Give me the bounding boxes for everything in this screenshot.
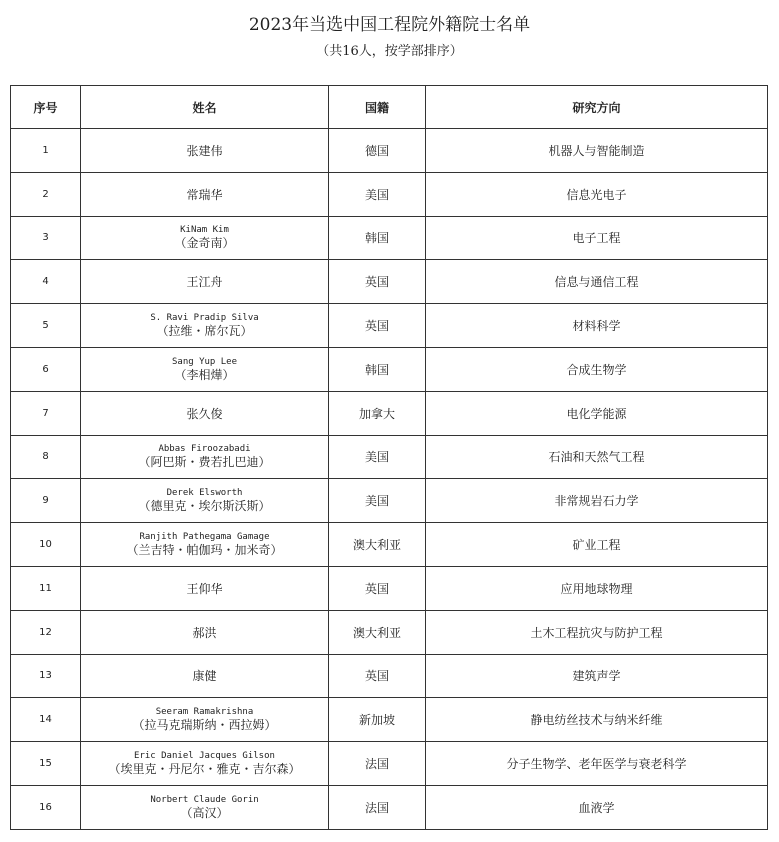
row-number: 12 xyxy=(11,610,81,654)
name-chinese: 康健 xyxy=(192,669,217,684)
row-nationality: 法国 xyxy=(329,742,426,786)
page-subtitle: （共16人，按学部排序） xyxy=(316,44,463,59)
table-row xyxy=(11,479,768,523)
name-english: Abbas Firoozabadi xyxy=(158,444,251,455)
row-number: 10 xyxy=(11,523,81,567)
table-row xyxy=(11,435,768,479)
row-nationality: 德国 xyxy=(329,129,426,173)
table-row xyxy=(11,698,768,742)
row-research-field: 电子工程 xyxy=(426,216,768,260)
table-row xyxy=(11,523,768,567)
row-number: 4 xyxy=(11,260,81,304)
name-english: KiNam Kim xyxy=(180,225,229,236)
table-row xyxy=(11,654,768,698)
name-english: Ranjith Pathegama Gamage xyxy=(139,532,270,543)
name-chinese: （德里克・埃尔斯沃斯） xyxy=(138,499,271,514)
name-chinese: 张建伟 xyxy=(186,143,223,158)
row-nationality: 美国 xyxy=(329,435,426,479)
row-nationality: 英国 xyxy=(329,304,426,348)
table-row xyxy=(11,129,768,173)
header-number: 序号 xyxy=(11,86,81,129)
row-name xyxy=(81,610,329,654)
name-english: Seeram Ramakrishna xyxy=(155,707,254,718)
row-nationality: 法国 xyxy=(329,785,426,829)
name-chinese: 郝洪 xyxy=(192,625,217,640)
row-name xyxy=(81,742,329,786)
name-chinese: 王江舟 xyxy=(186,275,223,290)
row-nationality: 韩国 xyxy=(329,216,426,260)
row-nationality: 韩国 xyxy=(329,347,426,391)
row-name xyxy=(81,566,329,610)
row-nationality: 美国 xyxy=(329,172,426,216)
table-row xyxy=(11,347,768,391)
row-name xyxy=(81,260,329,304)
row-name xyxy=(81,435,329,479)
table-row xyxy=(11,391,768,435)
row-research-field: 血液学 xyxy=(426,785,768,829)
table-row xyxy=(11,566,768,610)
row-name xyxy=(81,129,329,173)
row-number: 11 xyxy=(11,566,81,610)
name-chinese: （兰吉特・帕伽玛・加米奇） xyxy=(126,543,283,558)
row-research-field: 信息与通信工程 xyxy=(426,260,768,304)
name-english: Eric Daniel Jacques Gilson xyxy=(134,751,275,762)
row-nationality: 美国 xyxy=(329,479,426,523)
row-research-field: 建筑声学 xyxy=(426,654,768,698)
table-row xyxy=(11,785,768,829)
page-title: 2023年当选中国工程院外籍院士名单 xyxy=(248,15,531,35)
name-english: S. Ravi Pradip Silva xyxy=(150,313,259,324)
row-research-field: 应用地球物理 xyxy=(426,566,768,610)
row-nationality: 英国 xyxy=(329,566,426,610)
row-nationality: 英国 xyxy=(329,654,426,698)
header-name: 姓名 xyxy=(81,86,329,129)
header-nationality: 国籍 xyxy=(329,86,426,129)
table-row xyxy=(11,610,768,654)
row-research-field: 材料科学 xyxy=(426,304,768,348)
table-body xyxy=(11,129,768,830)
table-row xyxy=(11,216,768,260)
row-number: 16 xyxy=(11,785,81,829)
row-name xyxy=(81,304,329,348)
table-row xyxy=(11,260,768,304)
row-number: 14 xyxy=(11,698,81,742)
row-nationality: 加拿大 xyxy=(329,391,426,435)
row-name xyxy=(81,698,329,742)
name-chinese: 张久俊 xyxy=(186,406,223,421)
name-chinese: （拉维・席尔瓦） xyxy=(156,324,253,339)
row-number: 5 xyxy=(11,304,81,348)
table-row xyxy=(11,172,768,216)
row-research-field: 石油和天然气工程 xyxy=(426,435,768,479)
row-research-field: 分子生物学、老年医学与衰老科学 xyxy=(426,742,768,786)
name-english: Norbert Claude Gorin xyxy=(150,794,259,805)
row-research-field: 电化学能源 xyxy=(426,391,768,435)
row-name xyxy=(81,523,329,567)
table-row xyxy=(11,304,768,348)
name-chinese: （拉马克瑞斯纳・西拉姆） xyxy=(132,718,277,733)
table-row xyxy=(11,742,768,786)
row-name xyxy=(81,785,329,829)
name-chinese: （埃里克・丹尼尔・雅克・吉尔森） xyxy=(108,762,301,777)
row-name xyxy=(81,347,329,391)
row-number: 15 xyxy=(11,742,81,786)
row-number: 6 xyxy=(11,347,81,391)
name-chinese: 王仰华 xyxy=(186,581,223,596)
row-research-field: 非常规岩石力学 xyxy=(426,479,768,523)
row-number: 13 xyxy=(11,654,81,698)
name-english: Derek Elsworth xyxy=(166,488,243,499)
row-nationality: 澳大利亚 xyxy=(329,523,426,567)
name-chinese: （李相燁） xyxy=(174,367,235,382)
row-number: 2 xyxy=(11,172,81,216)
row-nationality: 澳大利亚 xyxy=(329,610,426,654)
row-name xyxy=(81,391,329,435)
row-research-field: 机器人与智能制造 xyxy=(426,129,768,173)
row-name xyxy=(81,654,329,698)
row-name xyxy=(81,172,329,216)
name-chinese: 常瑞华 xyxy=(186,187,223,202)
name-chinese: （阿巴斯・费若扎巴迪） xyxy=(138,455,271,470)
academicians-table xyxy=(10,85,768,830)
row-name xyxy=(81,479,329,523)
row-research-field: 合成生物学 xyxy=(426,347,768,391)
row-research-field: 信息光电子 xyxy=(426,172,768,216)
header-research-field: 研究方向 xyxy=(426,86,768,129)
row-name xyxy=(81,216,329,260)
row-nationality: 新加坡 xyxy=(329,698,426,742)
row-research-field: 土木工程抗灾与防护工程 xyxy=(426,610,768,654)
name-english: Sang Yup Lee xyxy=(171,356,238,367)
row-number: 1 xyxy=(11,129,81,173)
row-research-field: 静电纺丝技术与纳米纤维 xyxy=(426,698,768,742)
row-number: 3 xyxy=(11,216,81,260)
row-number: 8 xyxy=(11,435,81,479)
row-number: 7 xyxy=(11,391,81,435)
row-research-field: 矿业工程 xyxy=(426,523,768,567)
table-header-row xyxy=(11,86,768,129)
name-chinese: （高汉） xyxy=(180,805,229,820)
row-number: 9 xyxy=(11,479,81,523)
name-chinese: （金奇南） xyxy=(174,236,235,251)
row-nationality: 英国 xyxy=(329,260,426,304)
